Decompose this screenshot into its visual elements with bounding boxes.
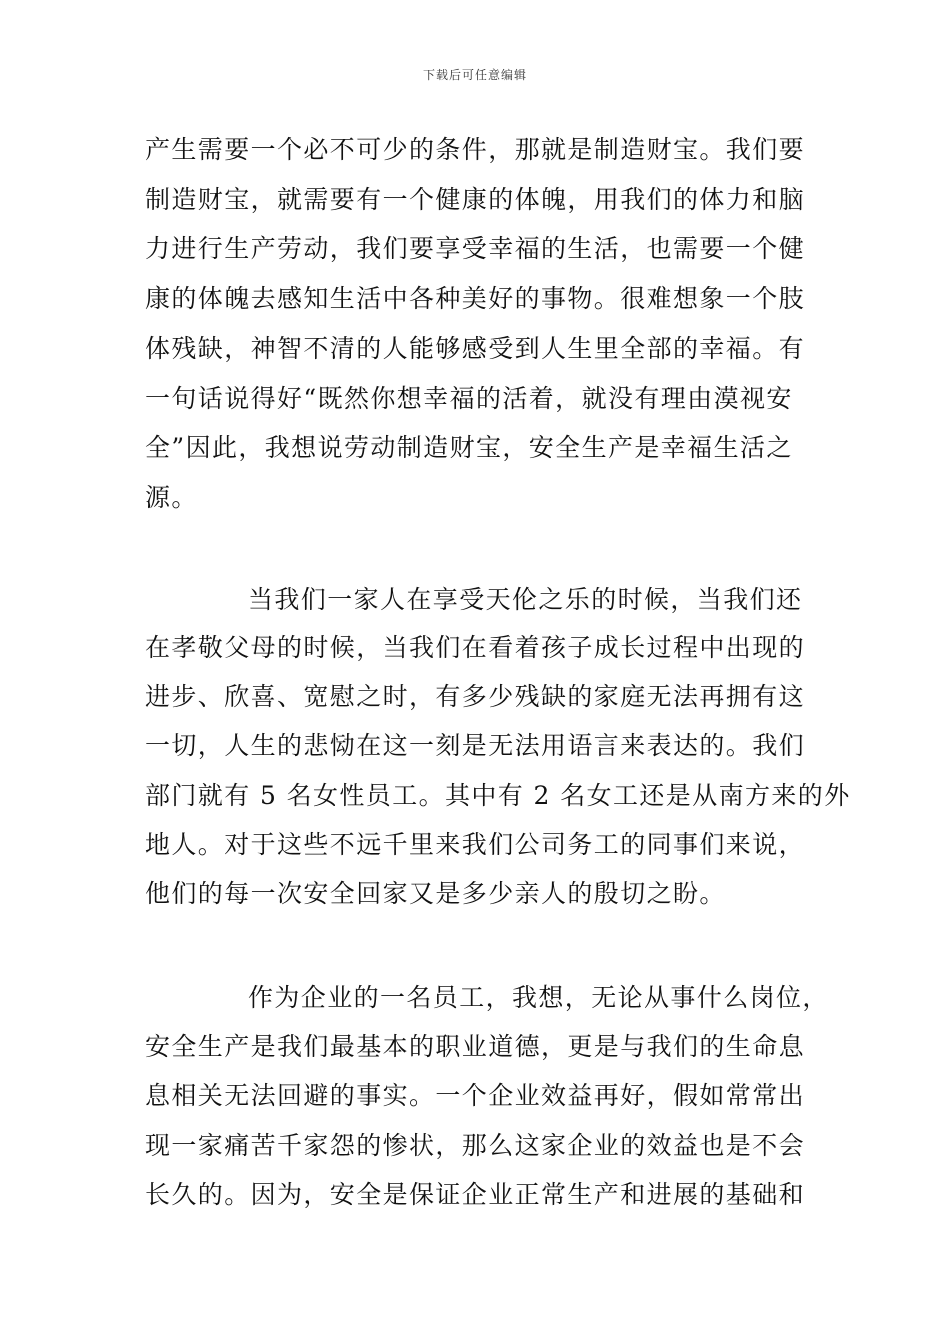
- paragraph-3-line-4: 现一家痛苦千家怨的惨状，那么这家企业的效益也是不会: [145, 1131, 806, 1160]
- paragraph-1-line-5: 体残缺，神智不清的人能够感受到人生里全部的幸福。有: [145, 334, 806, 363]
- paragraph-1-line-1: 产生需要一个必不可少的条件，那就是制造财宝。我们要: [145, 135, 806, 164]
- page-header: 下载后可任意编辑: [422, 68, 527, 82]
- paragraph-1-line-3: 力进行生产劳动，我们要享受幸福的生活，也需要一个健: [145, 234, 806, 263]
- paragraph-2-line-4: 一切，人生的悲恸在这一刻是无法用语言来表达的。我们: [145, 731, 806, 760]
- paragraph-3-line-3: 息相关无法回避的事实。一个企业效益再好，假如常常出: [145, 1081, 806, 1110]
- paragraph-1-line-2: 制造财宝，就需要有一个健康的体魄，用我们的体力和脑: [145, 185, 806, 214]
- paragraph-2-line-3: 进步、欣喜、宽慰之时，有多少残缺的家庭无法再拥有这: [145, 682, 806, 711]
- paragraph-2-line-1: 当我们一家人在享受天伦之乐的时候，当我们还: [248, 585, 803, 614]
- paragraph-2-line-5: 部门就有 5 名女性员工。其中有 2 名女工还是从南方来的外: [145, 781, 851, 810]
- paragraph-1-line-4: 康的体魄去感知生活中各种美好的事物。很难想象一个肢: [145, 284, 806, 313]
- paragraph-1-line-6: 一句话说得好“既然你想幸福的活着，就没有理由漠视安: [145, 384, 793, 413]
- paragraph-3-line-2: 安全生产是我们最基本的职业道德，更是与我们的生命息: [145, 1032, 806, 1061]
- paragraph-2-line-7: 他们的每一次安全回家又是多少亲人的殷切之盼。: [145, 879, 726, 908]
- paragraph-3-line-1: 作为企业的一名员工，我想，无论从事什么岗位，: [248, 983, 829, 1012]
- paragraph-1-line-8: 源。: [145, 483, 198, 512]
- paragraph-3-line-5: 长久的。因为，安全是保证企业正常生产和进展的基础和: [145, 1180, 806, 1209]
- paragraph-1-line-7: 全”因此，我想说劳动制造财宝，安全生产是幸福生活之: [145, 433, 793, 462]
- paragraph-2-line-2: 在孝敬父母的时候，当我们在看着孩子成长过程中出现的: [145, 633, 806, 662]
- paragraph-2-line-6: 地人。对于这些不远千里来我们公司务工的同事们来说，: [145, 830, 806, 859]
